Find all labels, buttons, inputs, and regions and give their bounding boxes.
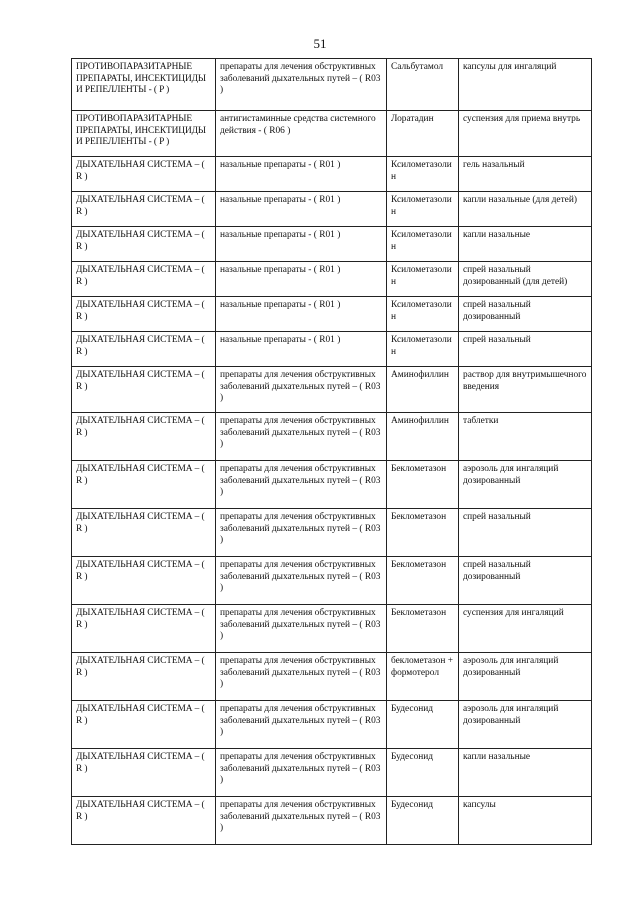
table-row [72, 413, 592, 461]
subgroup-cell: назальные препараты - ( R01 ) [216, 192, 387, 227]
table-row [72, 192, 592, 227]
subgroup-cell: препараты для лечения обструктивных заболеваний дыхательных путей – ( R03 ) [216, 367, 387, 413]
form-cell: аэрозоль для ингаляций дозированный [459, 653, 592, 701]
table-row [72, 557, 592, 605]
table-row [72, 653, 592, 701]
table-row [72, 701, 592, 749]
substance-cell: Ксилометазолин [387, 227, 459, 262]
table-row [72, 509, 592, 557]
subgroup-cell: препараты для лечения обструктивных заболеваний дыхательных путей – ( R03 ) [216, 605, 387, 653]
form-cell: спрей назальный [459, 509, 592, 557]
substance-cell: Ксилометазолин [387, 262, 459, 297]
form-cell: спрей назальный дозированный (для детей) [459, 262, 592, 297]
group-cell: ДЫХАТЕЛЬНАЯ СИСТЕМА – ( R ) [72, 262, 216, 297]
form-cell: спрей назальный [459, 332, 592, 367]
substance-cell: Ксилометазолин [387, 192, 459, 227]
group-cell: ДЫХАТЕЛЬНАЯ СИСТЕМА – ( R ) [72, 157, 216, 192]
table-row [72, 605, 592, 653]
group-cell: ДЫХАТЕЛЬНАЯ СИСТЕМА – ( R ) [72, 797, 216, 845]
form-cell: гель назальный [459, 157, 592, 192]
drug-table [71, 58, 592, 845]
form-cell: таблетки [459, 413, 592, 461]
group-cell: ДЫХАТЕЛЬНАЯ СИСТЕМА – ( R ) [72, 701, 216, 749]
subgroup-cell: назальные препараты - ( R01 ) [216, 227, 387, 262]
form-cell: капли назальные [459, 227, 592, 262]
form-cell: суспензия для приема внутрь [459, 111, 592, 157]
substance-cell: Ксилометазолин [387, 157, 459, 192]
substance-cell: Будесонид [387, 701, 459, 749]
form-cell: аэрозоль для ингаляций дозированный [459, 701, 592, 749]
form-cell: капли назальные [459, 749, 592, 797]
substance-cell: Ксилометазолин [387, 332, 459, 367]
group-cell: ДЫХАТЕЛЬНАЯ СИСТЕМА – ( R ) [72, 192, 216, 227]
table-row [72, 59, 592, 111]
subgroup-cell: препараты для лечения обструктивных заболеваний дыхательных путей – ( R03 ) [216, 653, 387, 701]
subgroup-cell: назальные препараты - ( R01 ) [216, 262, 387, 297]
substance-cell: Сальбутамол [387, 59, 459, 111]
table-row [72, 227, 592, 262]
table-row [72, 797, 592, 845]
form-cell: суспензия для ингаляций [459, 605, 592, 653]
subgroup-cell: назальные препараты - ( R01 ) [216, 332, 387, 367]
table-row [72, 749, 592, 797]
table-row [72, 157, 592, 192]
substance-cell: Будесонид [387, 797, 459, 845]
form-cell: аэрозоль для ингаляций дозированный [459, 461, 592, 509]
group-cell: ДЫХАТЕЛЬНАЯ СИСТЕМА – ( R ) [72, 297, 216, 332]
substance-cell: Аминофиллин [387, 367, 459, 413]
group-cell: ДЫХАТЕЛЬНАЯ СИСТЕМА – ( R ) [72, 605, 216, 653]
group-cell: ДЫХАТЕЛЬНАЯ СИСТЕМА – ( R ) [72, 367, 216, 413]
form-cell: раствор для внутримышечного введения [459, 367, 592, 413]
subgroup-cell: назальные препараты - ( R01 ) [216, 157, 387, 192]
substance-cell: Ксилометазолин [387, 297, 459, 332]
form-cell: капли назальные (для детей) [459, 192, 592, 227]
form-cell: спрей назальный дозированный [459, 297, 592, 332]
group-cell: ДЫХАТЕЛЬНАЯ СИСТЕМА – ( R ) [72, 413, 216, 461]
group-cell: ДЫХАТЕЛЬНАЯ СИСТЕМА – ( R ) [72, 461, 216, 509]
substance-cell: Беклометазон [387, 461, 459, 509]
subgroup-cell: препараты для лечения обструктивных заболеваний дыхательных путей – ( R03 ) [216, 701, 387, 749]
table-row [72, 367, 592, 413]
group-cell: ДЫХАТЕЛЬНАЯ СИСТЕМА – ( R ) [72, 227, 216, 262]
group-cell: ПРОТИВОПАРАЗИТАРНЫЕ ПРЕПАРАТЫ, ИНСЕКТИЦИДЫ И РЕПЕЛЛЕНТЫ - ( P ) [72, 111, 216, 157]
substance-cell: Аминофиллин [387, 413, 459, 461]
group-cell: ДЫХАТЕЛЬНАЯ СИСТЕМА – ( R ) [72, 557, 216, 605]
group-cell: ПРОТИВОПАРАЗИТАРНЫЕ ПРЕПАРАТЫ, ИНСЕКТИЦИДЫ И РЕПЕЛЛЕНТЫ - ( P ) [72, 59, 216, 111]
subgroup-cell: препараты для лечения обструктивных заболеваний дыхательных путей – ( R03 ) [216, 413, 387, 461]
substance-cell: беклометазон + формотерол [387, 653, 459, 701]
table-row [72, 262, 592, 297]
form-cell: капсулы [459, 797, 592, 845]
substance-cell: Будесонид [387, 749, 459, 797]
subgroup-cell: препараты для лечения обструктивных заболеваний дыхательных путей – ( R03 ) [216, 797, 387, 845]
subgroup-cell: назальные препараты - ( R01 ) [216, 297, 387, 332]
subgroup-cell: препараты для лечения обструктивных заболеваний дыхательных путей – ( R03 ) [216, 59, 387, 111]
group-cell: ДЫХАТЕЛЬНАЯ СИСТЕМА – ( R ) [72, 749, 216, 797]
substance-cell: Беклометазон [387, 557, 459, 605]
group-cell: ДЫХАТЕЛЬНАЯ СИСТЕМА – ( R ) [72, 653, 216, 701]
form-cell: капсулы для ингаляций [459, 59, 592, 111]
group-cell: ДЫХАТЕЛЬНАЯ СИСТЕМА – ( R ) [72, 509, 216, 557]
page-number: 51 [313, 36, 327, 51]
table-row [72, 332, 592, 367]
table-row [72, 111, 592, 157]
group-cell: ДЫХАТЕЛЬНАЯ СИСТЕМА – ( R ) [72, 332, 216, 367]
table-row [72, 297, 592, 332]
subgroup-cell: антигистаминные средства системного действия - ( R06 ) [216, 111, 387, 157]
table-row [72, 461, 592, 509]
substance-cell: Беклометазон [387, 509, 459, 557]
substance-cell: Лоратадин [387, 111, 459, 157]
form-cell: спрей назальный дозированный [459, 557, 592, 605]
subgroup-cell: препараты для лечения обструктивных заболеваний дыхательных путей – ( R03 ) [216, 461, 387, 509]
subgroup-cell: препараты для лечения обструктивных заболеваний дыхательных путей – ( R03 ) [216, 509, 387, 557]
substance-cell: Беклометазон [387, 605, 459, 653]
subgroup-cell: препараты для лечения обструктивных заболеваний дыхательных путей – ( R03 ) [216, 557, 387, 605]
subgroup-cell: препараты для лечения обструктивных заболеваний дыхательных путей – ( R03 ) [216, 749, 387, 797]
